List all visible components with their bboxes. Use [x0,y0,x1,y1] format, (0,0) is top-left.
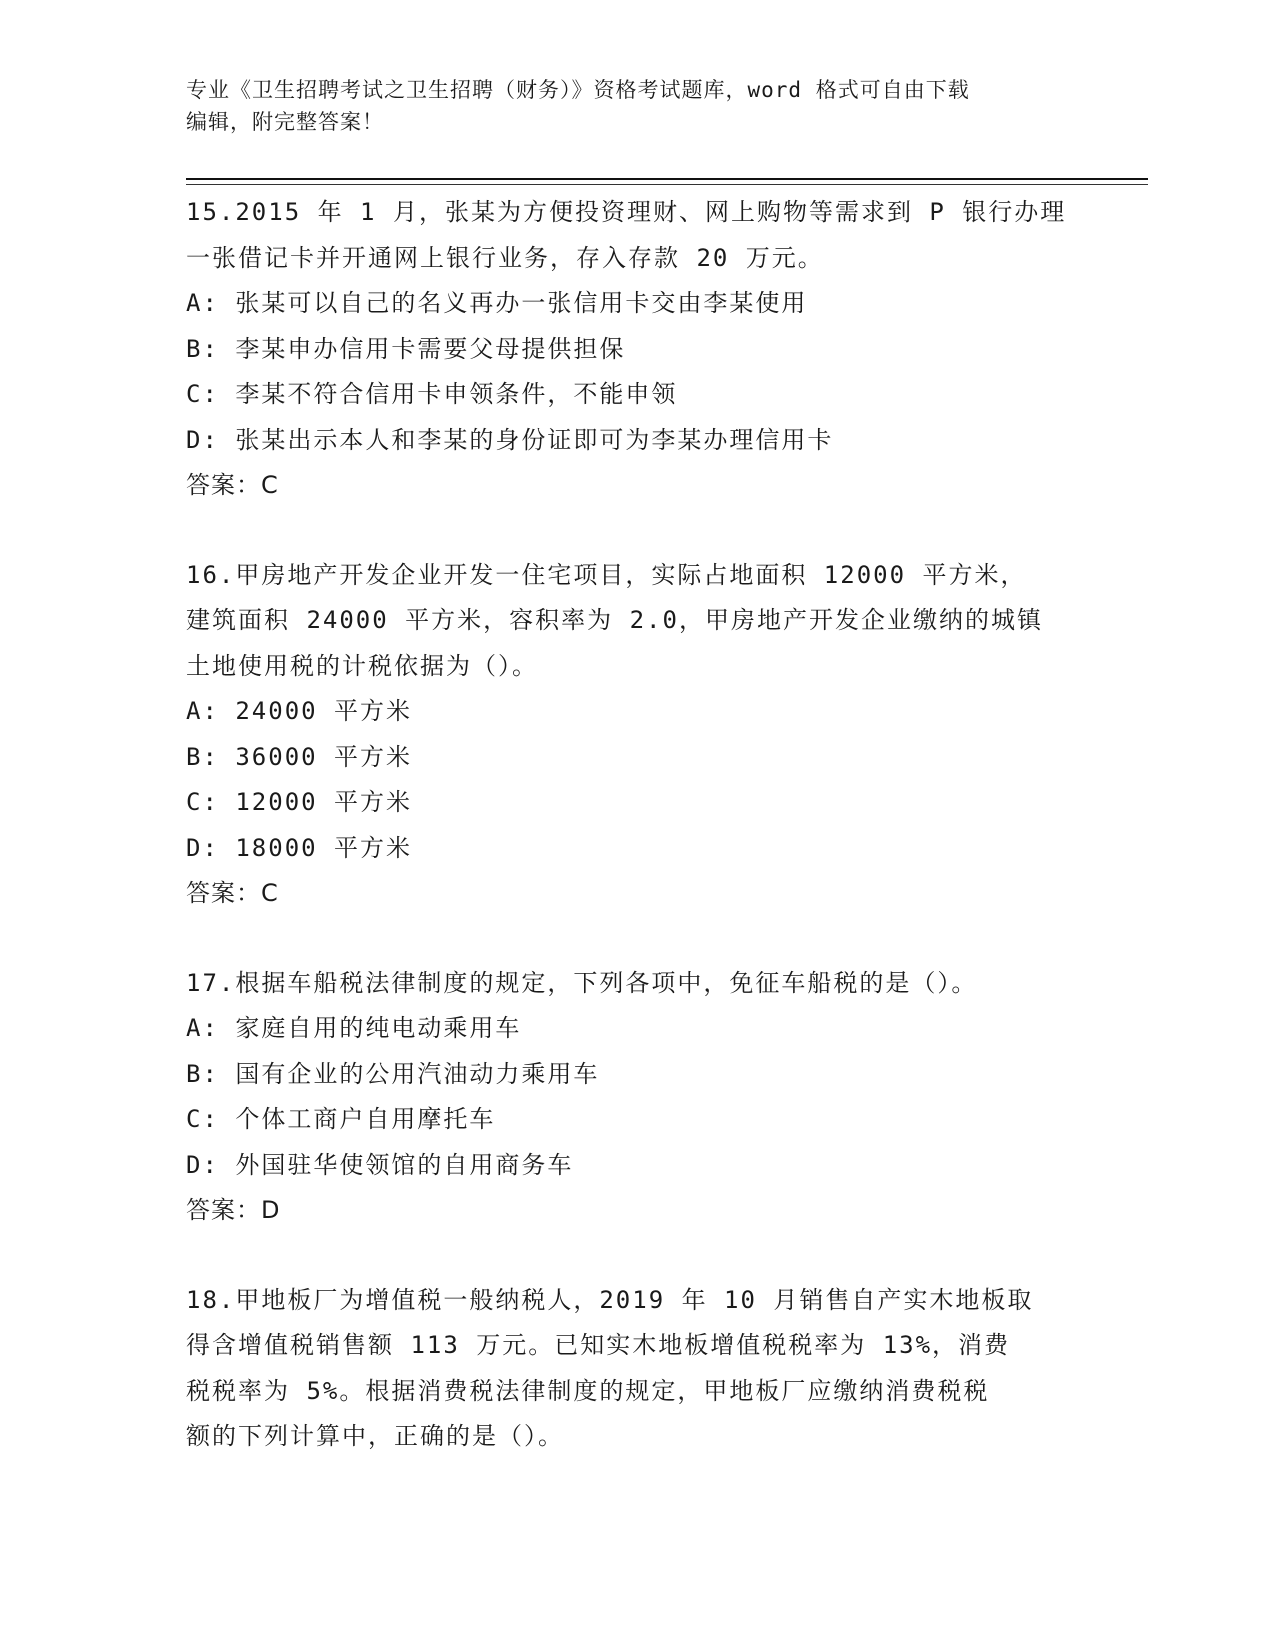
option-b: B: 国有企业的公用汽油动力乘用车 [186,1059,600,1088]
answer-label: 答案：D [186,1196,281,1224]
header-divider-thick [186,178,1148,180]
question-16 [186,553,1126,917]
header-divider-thin [186,184,1148,185]
question-text-line: 建筑面积 24000 平方米，容积率为 2.0，甲房地产开发企业缴纳的城镇 [186,606,1043,634]
question-text-line: 17.根据车船税法律制度的规定，下列各项中，免征车船税的是（）。 [186,968,978,997]
question-list [186,190,1126,1504]
question-text-line: 得含增值税销售额 113 万元。已知实木地板增值税税率为 13%，消费 [186,1331,1011,1359]
question-text-line: 18.甲地板厂为增值税一般纳税人，2019 年 10 月销售自产实木地板取 [186,1285,1034,1314]
question-text-line: 一张借记卡并开通网上银行业务，存入存款 20 万元。 [186,243,824,272]
option-b: B: 36000 平方米 [186,742,413,771]
option-c: C: 个体工商户自用摩托车 [186,1105,496,1133]
header-line-2: 编辑，附完整答案！ [186,110,384,134]
option-c: C: 李某不符合信用卡申领条件，不能申领 [186,380,678,408]
header-line-1: 专业《卫生招聘考试之卫生招聘（财务）》资格考试题库，word 格式可自由下载 [186,78,970,102]
option-a: A: 家庭自用的纯电动乘用车 [186,1014,522,1042]
question-15 [186,190,1126,509]
option-a: A: 张某可以自己的名义再办一张信用卡交由李某使用 [186,289,808,317]
option-d: D: 外国驻华使领馆的自用商务车 [186,1150,574,1179]
question-text-line: 额的下列计算中，正确的是（）。 [186,1422,564,1450]
answer-label: 答案：C [186,471,279,499]
option-d: D: 张某出示本人和李某的身份证即可为李某办理信用卡 [186,425,834,454]
option-a: A: 24000 平方米 [186,697,413,725]
option-b: B: 李某申办信用卡需要父母提供担保 [186,334,626,363]
answer-label: 答案：C [186,879,279,907]
option-c: C: 12000 平方米 [186,788,413,816]
question-text-line: 16.甲房地产开发企业开发一住宅项目，实际占地面积 12000 平方米， [186,560,1027,589]
question-18 [186,1278,1126,1460]
option-d: D: 18000 平方米 [186,833,413,862]
question-text-line: 15.2015 年 1 月，张某为方便投资理财、网上购物等需求到 P 银行办理 [186,198,1067,226]
question-17 [186,961,1126,1234]
question-text-line: 土地使用税的计税依据为（）。 [186,651,538,680]
question-text-line: 税税率为 5%。根据消费税法律制度的规定，甲地板厂应缴纳消费税税 [186,1376,990,1405]
document-header [186,74,1086,138]
